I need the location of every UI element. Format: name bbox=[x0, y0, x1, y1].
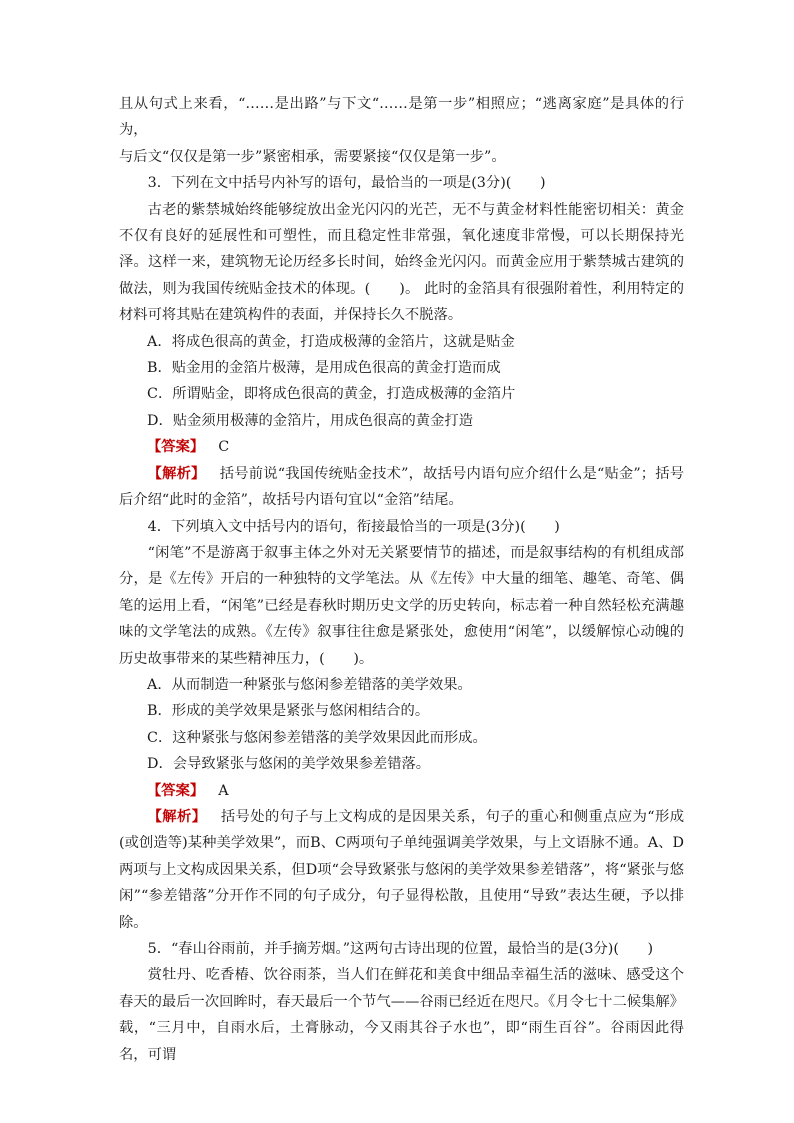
q4-analysis bbox=[119, 804, 684, 936]
q4-option-c: C．这种紧张与悠闲参差错落的美学效果因此而形成。 bbox=[147, 729, 487, 746]
q3-answer-label: 【答案】 bbox=[147, 439, 205, 456]
q4-option-d: D．会导致紧张与悠闲的美学效果参差错落。 bbox=[147, 756, 431, 773]
intro-line-1: 且从句式上来看，“……是出路”与下文“……是第一步”相照应；“逃离家庭”是具体的行为， bbox=[119, 96, 684, 139]
q3-analysis-label: 【解析】 bbox=[147, 465, 206, 482]
q4-option-b: B．形成的美学效果是紧张与悠闲相结合的。 bbox=[147, 703, 430, 720]
q3-option-c: C．所谓贴金，即将成色很高的黄金，打造成极薄的金箔片 bbox=[147, 386, 516, 403]
q3-analysis bbox=[119, 461, 684, 514]
q4-stem: 4．下列填入文中括号内的语句，衔接最恰当的一项是(3分)( ) bbox=[147, 518, 560, 535]
q4-passage: “闲笔”不是游离于叙事主体之外对无关紧要情节的描述，而是叙事结构的有机组成部分，是《左传》开启的一种独特的文学笔法。从《左传》中大量的细笔、趣笔、奇笔、偶笔的运用上看，“闲笔”已经是春秋时期历史文学的历史转向，标志着一种自然轻松充满趣味的文学笔法的成熟。《左传》叙事往往愈是紧张处，愈使用“闲笔”，以缓解惊心动魄的历史故事带来的某些精神压力，( )。 bbox=[119, 544, 684, 667]
q4-answer bbox=[119, 778, 684, 804]
q3-option-d: D．贴金须用极薄的金箔片，用成色很高的黄金打造 bbox=[147, 412, 473, 429]
q3-analysis-text: 括号前说“我国传统贴金技术”，故括号内语句应介绍什么是“贴金”；括号后介绍“此时的金箔”，故括号内语句宜以“金箔”结尾。 bbox=[119, 465, 684, 509]
q5-passage: 赏牡丹、吃香椿、饮谷雨茶，当人们在鲜花和美食中细品幸福生活的滋味、感受这个春天的最后一次回眸时，春天最后一个节气——谷雨已经近在咫尺。《月令七十二候集解》载，“三月中，自雨水后，土膏脉动，今又雨其谷子水也”，即“雨生百谷”。谷雨因此得名，可谓 bbox=[119, 967, 684, 1063]
q3-answer-value: C bbox=[218, 439, 230, 456]
q4-option-a: A．从而制造一种紧张与悠闲参差错落的美学效果。 bbox=[147, 676, 472, 693]
q3-option-b: B．贴金用的金箔片极薄，是用成色很高的黄金打造而成 bbox=[147, 360, 501, 377]
q3-passage: 古老的紫禁城始终能够绽放出金光闪闪的光芒，无不与黄金材料性能密切相关：黄金不仅有良好的延展性和可塑性，而且稳定性非常强，氧化速度非常慢，可以长期保持光泽。这样一来，建筑物无论历经多长时间，始终金光闪闪。而黄金应用于紫禁城古建筑的做法，则为我国传统贴金技术的体现。( )。 此时的金箔具有很强附着性，利用特定的材料可将其贴在建筑构件的表面，并保持长久不脱落。 bbox=[119, 201, 684, 324]
q4-analysis-label: 【解析】 bbox=[147, 808, 207, 825]
q3-option-a: A．将成色很高的黄金，打造成极薄的金箔片，这就是贴金 bbox=[147, 333, 515, 350]
intro-line-2: 与后文“仅仅是第一步”紧密相承，需要紧接“仅仅是第一步”。 bbox=[119, 148, 506, 165]
q5-stem: 5．“春山谷雨前，并手摘芳烟。”这两句古诗出现的位置，最恰当的是(3分)( ) bbox=[147, 941, 654, 957]
q3-stem: 3．下列在文中括号内补写的语句，最恰当的一项是(3分)( ) bbox=[147, 175, 546, 192]
q4-analysis-text: 括号处的句子与上文构成的是因果关系，句子的重心和侧重点应为“形成(或创造等)某种美学效果”，而B、C两项句子单纯强调美学效果，与上文语脉不通。A、D两项与上文构成因果关系，但D项“会导致紧张与悠闲的美学效果参差错落”，将“紧张与悠闲”“参差错落”分开作不同的句子成分，句子显得松散，且使用“导致”表达生硬，予以排除。 bbox=[119, 808, 685, 931]
q4-answer-value: A bbox=[218, 782, 229, 799]
q3-answer bbox=[119, 434, 684, 460]
q4-answer-label: 【答案】 bbox=[147, 782, 205, 799]
